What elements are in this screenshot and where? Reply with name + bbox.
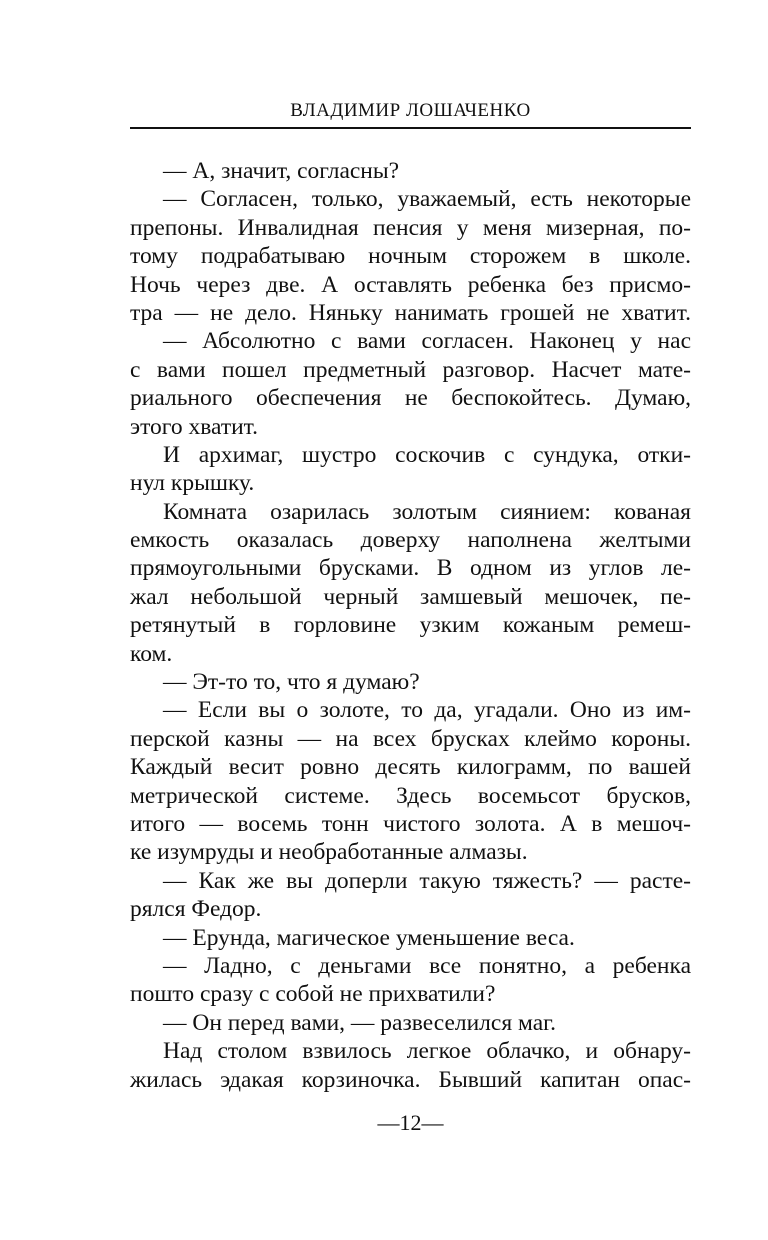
text-line: нул крышку. bbox=[130, 470, 255, 497]
text-line: Ночь через две. А оставлять ребенка без присмо- bbox=[130, 271, 691, 298]
text-line: тра — не дело. Няньку нанимать грошей не хватит. bbox=[130, 299, 691, 326]
text-line: жилась эдакая корзиночка. Бывший капитан опас- bbox=[130, 1066, 691, 1093]
running-header: ВЛАДИМИР ЛОШАЧЕНКО bbox=[290, 100, 531, 121]
text-line: И архимаг, шустро соскочив с сундука, отки- bbox=[163, 441, 691, 468]
text-line: риального обеспечения не беспокойтесь. Думаю, bbox=[130, 385, 691, 412]
text-line: этого хватит. bbox=[130, 413, 259, 440]
text-line: с вами пошел предметный разговор. Насчет мате- bbox=[130, 356, 691, 383]
page-number: —12— bbox=[377, 1110, 444, 1135]
text-line: рялся Федор. bbox=[130, 896, 262, 923]
text-line: — Он перед вами, — развеселился маг. bbox=[163, 1009, 557, 1036]
text-line: препоны. Инвалидная пенсия у меня мизерная, по- bbox=[130, 214, 691, 241]
body-text bbox=[130, 157, 691, 1094]
text-line: — Эт-то то, что я думаю? bbox=[163, 669, 420, 696]
text-line: Каждый весит ровно десять килограмм, по вашей bbox=[130, 754, 691, 781]
text-line: жал небольшой черный замшевый мешочек, пе- bbox=[130, 583, 691, 610]
text-line: итого — восемь тонн чистого золота. А в мешоч- bbox=[130, 810, 691, 837]
text-line: — Абсолютно с вами согласен. Наконец у нас bbox=[163, 328, 691, 355]
text-line: тому подрабатываю ночным сторожем в школе. bbox=[130, 243, 691, 270]
text-line: — Ерунда, магическое уменьшение веса. bbox=[163, 924, 575, 951]
text-line: пошто сразу с собой не прихватили? bbox=[130, 981, 496, 1008]
text-line: ретянутый в горловине узким кожаным ремеш- bbox=[130, 612, 691, 639]
text-line: Над столом взвилось легкое облачко, и обнару- bbox=[163, 1038, 691, 1065]
text-line: метрической системе. Здесь восемьсот брусков, bbox=[130, 782, 691, 809]
text-line: Комната озарилась золотым сиянием: кованая bbox=[163, 498, 691, 525]
text-line: прямоугольными брусками. В одном из углов ле- bbox=[130, 555, 691, 582]
text-line: емкость оказалась доверху наполнена желтыми bbox=[130, 527, 691, 554]
text-line: — Как же вы доперли такую тяжесть? — расте- bbox=[163, 867, 691, 894]
text-line: перской казны — на всех брусках клеймо короны. bbox=[130, 725, 691, 752]
text-line: ке изумруды и необработанные алмазы. bbox=[130, 839, 528, 866]
text-line: — Ладно, с деньгами все понятно, а ребенка bbox=[163, 952, 691, 979]
text-line: — Согласен, только, уважаемый, есть некоторые bbox=[163, 186, 691, 213]
text-line: — Если вы о золоте, то да, угадали. Оно из им- bbox=[163, 697, 691, 724]
text-line: ком. bbox=[130, 640, 173, 667]
header-divider bbox=[130, 127, 691, 129]
text-line: — А, значит, согласны? bbox=[163, 158, 400, 184]
